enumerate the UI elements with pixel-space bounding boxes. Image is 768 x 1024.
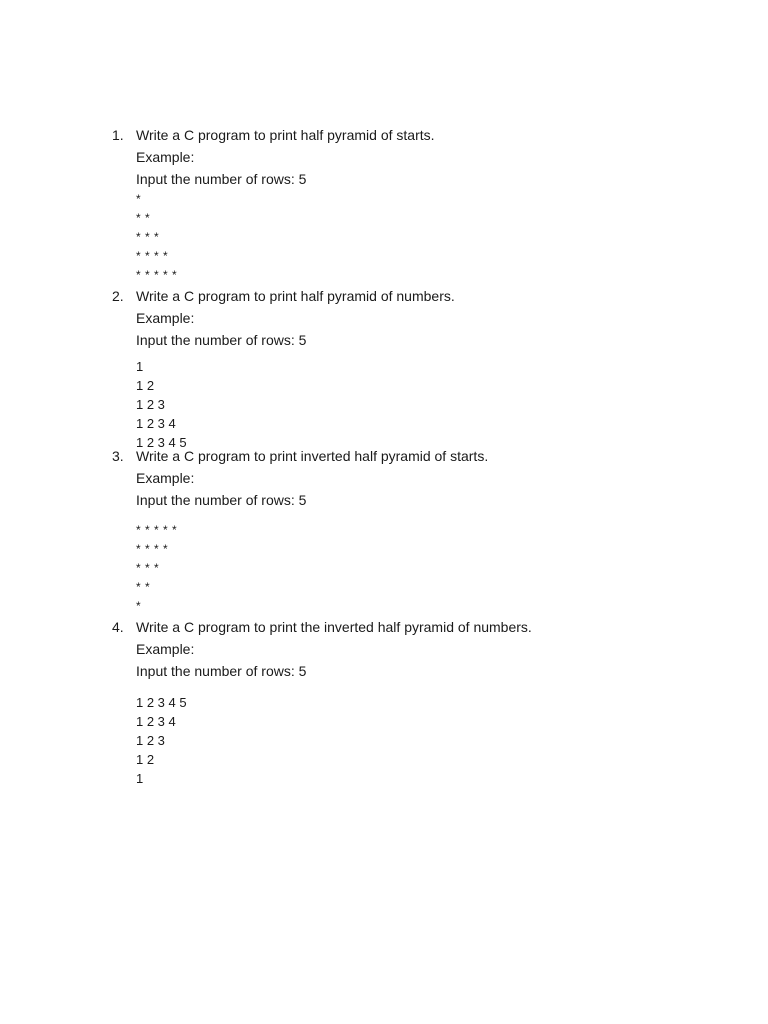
exercise-body bbox=[136, 126, 736, 285]
exercise-number: 2. bbox=[112, 288, 124, 304]
example-label: Example: bbox=[136, 641, 195, 657]
input-line: Input the number of rows: 5 bbox=[136, 492, 307, 508]
input-line: Input the number of rows: 5 bbox=[136, 332, 307, 348]
exercise-title: Write a C program to print half pyramid of numbers. bbox=[136, 288, 455, 304]
output-line: 1 bbox=[136, 771, 144, 786]
output-line: * * bbox=[136, 580, 151, 594]
output-line: 1 2 3 4 bbox=[136, 416, 176, 431]
input-line: Input the number of rows: 5 bbox=[136, 171, 307, 187]
output-line: * * * bbox=[136, 230, 160, 244]
exercise-number: 3. bbox=[112, 448, 124, 464]
output-line: * * * * * bbox=[136, 523, 178, 537]
output-line: 1 2 3 bbox=[136, 397, 165, 412]
output-line: * * * * * bbox=[136, 268, 178, 282]
output-line: * * * * bbox=[136, 249, 169, 263]
exercise-number: 4. bbox=[112, 619, 124, 635]
example-label: Example: bbox=[136, 310, 195, 326]
exercise-number: 1. bbox=[112, 127, 124, 143]
example-label: Example: bbox=[136, 149, 195, 165]
output-line: * * * * bbox=[136, 542, 169, 556]
output-line: * bbox=[136, 599, 142, 613]
output-line: 1 2 3 4 5 bbox=[136, 435, 187, 450]
exercise-title: Write a C program to print the inverted half pyramid of numbers. bbox=[136, 619, 532, 635]
output-line: 1 bbox=[136, 359, 144, 374]
output-line: * * bbox=[136, 211, 151, 225]
output-line: 1 2 3 4 5 bbox=[136, 695, 187, 710]
exercise-title: Write a C program to print half pyramid of starts. bbox=[136, 127, 435, 143]
output-line: 1 2 bbox=[136, 752, 155, 767]
exercise-body bbox=[136, 447, 736, 616]
output-line: 1 2 3 4 bbox=[136, 714, 176, 729]
output-line: 1 2 bbox=[136, 378, 155, 393]
example-label: Example: bbox=[136, 470, 195, 486]
output-line: * * * bbox=[136, 561, 160, 575]
exercise-body bbox=[136, 618, 736, 788]
exercise-body bbox=[136, 287, 736, 452]
exercise-title: Write a C program to print inverted half pyramid of starts. bbox=[136, 448, 489, 464]
output-line: 1 2 3 bbox=[136, 733, 165, 748]
input-line: Input the number of rows: 5 bbox=[136, 663, 307, 679]
output-line: * bbox=[136, 192, 142, 206]
